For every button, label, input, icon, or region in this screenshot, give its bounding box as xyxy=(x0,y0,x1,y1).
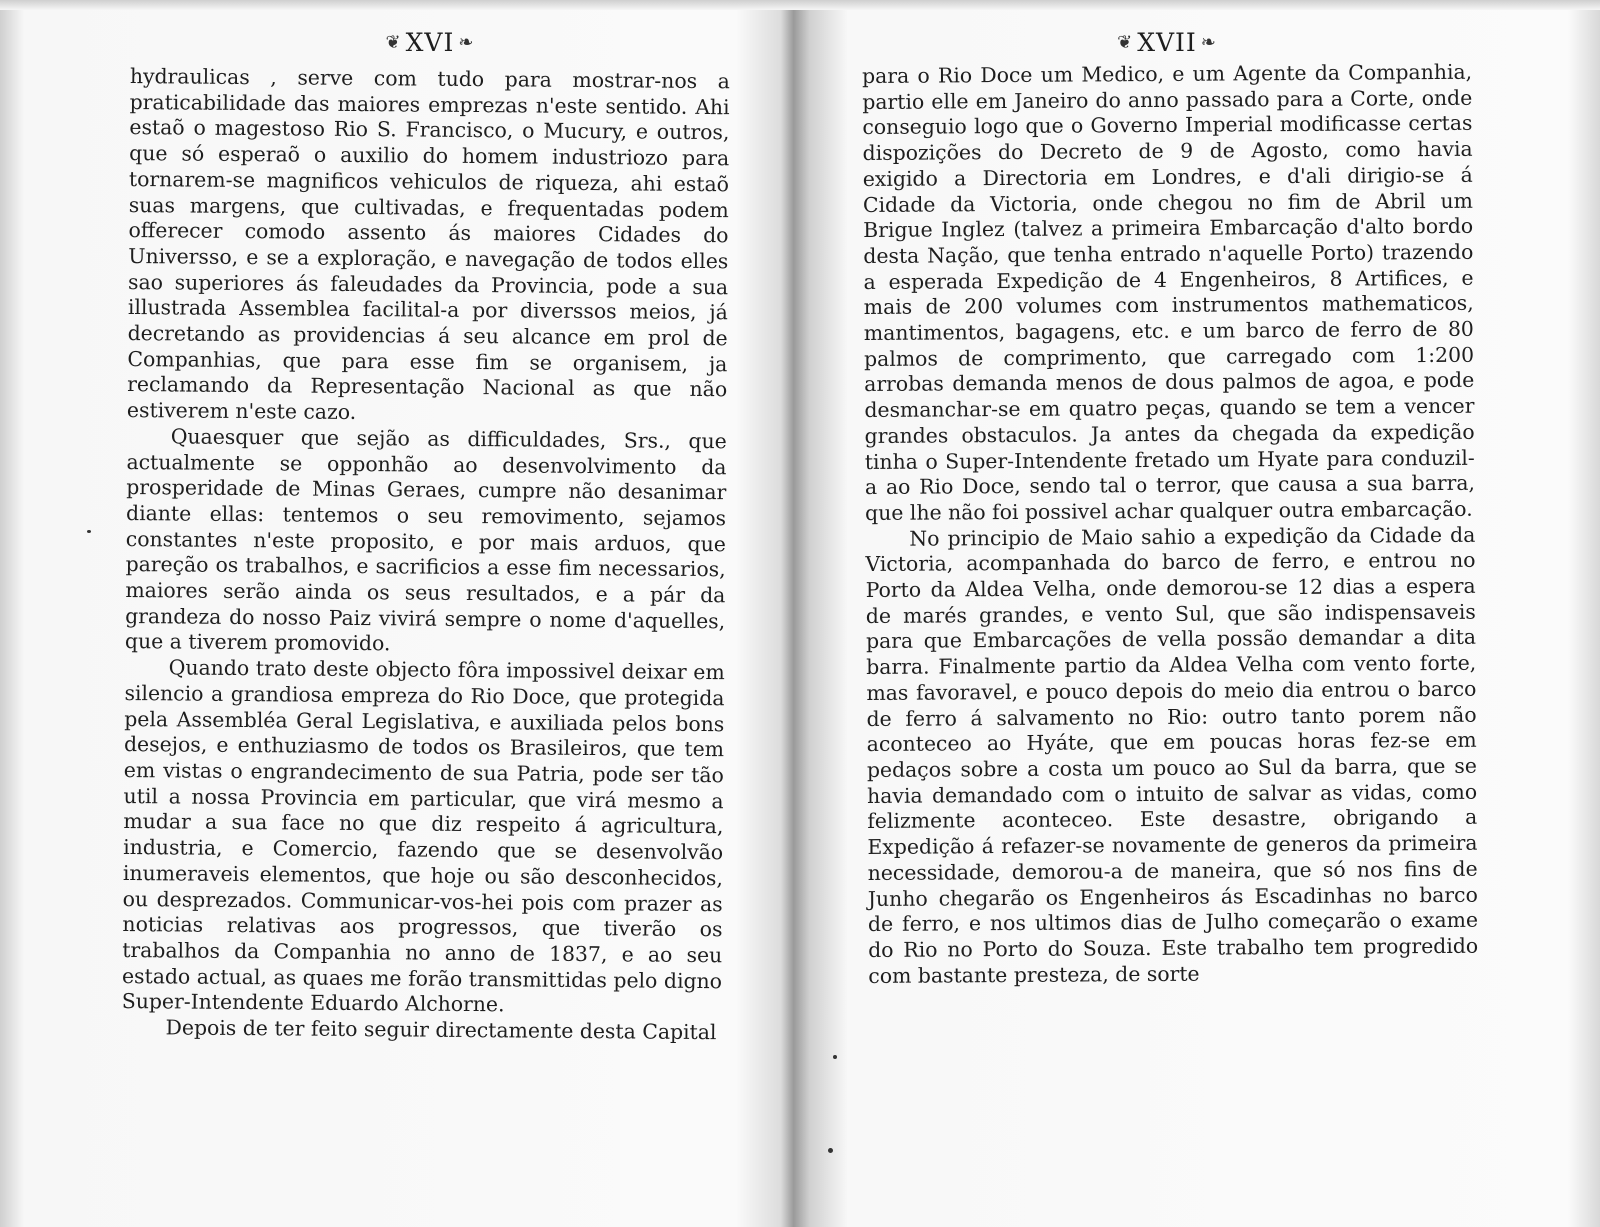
paragraph: para o Rio Doce um Medico, e um Agente da Companhia, partio elle em Janeiro do anno passado para a Corte, onde conseguio logo que o Governo Imperial modificasse certas dispozições do Decreto de 9 de Agosto, como havia exigido a Directoria em Londres, e d'ali dirigio-se á Cidade da Victoria, onde chegou no fim de Abril um Brigue Inglez (talvez a primeira Embarcação d'alto bordo desta Nação, que tenha entrado n'aquelle Porto) trazendo a esperada Expedição de 4 Engenheiros, 8 Artifices, e mais de 200 volumes com instrumentos mathematicos, mantimentos, bagagens, etc. e um barco de ferro de 80 palmos de comprimento, que carregado com 1:200 arrobas demanda menos de dous palmos de agoa, e pode desmanchar-se em quatro peças, quando se tem a vencer grandes obstaculos. Ja antes da chegada da expedição tinha o Super-Intendente fretado um Hyate para conduzil-a ao Rio Doce, sendo tal o terror, que causa a sua barra, que lhe não foi possivel achar qualquer outra embarcação. xyxy=(862,59,1476,525)
paragraph: Quando trato deste objecto fôra impossivel deixar em silencio a grandiosa empreza do Rio Doce, que protegida pela Assembléa Geral Legislativa, e auxiliada pelos bons desejos, e enthuziasmo de todos os Brasileiros, que tem em vistas o engrandecimento de sua Patria, pode ser tão util a nossa Provincia em particular, que virá mesmo a mudar a sua face no que diz respeito á agricultura, industria, e Comercio, fazendo que se desenvolvão inumeraveis elementos, que hoje ou são desconhecidos, ou desprezados. Communicar-vos-hei pois com prazer as noticias relativas aos progressos, que tiverão os trabalhos da Companhia no anno de 1837, e ao seu estado actual, as quaes me forão transmittidas pelo digno Super-Intendente Eduardo Alchorne. xyxy=(121,655,725,1017)
paragraph: hydraulicas , serve com tudo para mostrar-nos a praticabilidade das maiores emprezas n'este sentido. Ahi estaõ o magestoso Rio S. Francisco, o Mucury, e outros, que só esperaõ o auxilio do homem industriozo para tornarem-se magnificos vehiculos de riqueza, ahi estaõ suas margens, que cultivadas, e frequentadas podem offerecer comodo assento ás maiores Cidades do Universso, e se a exploração, e navegação de todos elles sao superiores ás faleudades da Provincia, pode a sua illustrada Assemblea facilital-a por diverssos meios, já decretando as providencias á seu alcance em prol de Companhias, que para esse fim se organisem, ja reclamando da Representação Nacional as que não estiverem n'este cazo. xyxy=(126,64,730,425)
ornament-left-icon: ❦ xyxy=(1117,32,1134,53)
page-edge xyxy=(0,0,1600,10)
ink-speck-icon xyxy=(828,1148,833,1153)
left-page-number: XVI xyxy=(405,28,455,57)
left-page xyxy=(121,26,730,1206)
ornament-left-icon: ❦ xyxy=(385,32,402,53)
paragraph: No principio de Maio sahio a expedição da Cidade da Victoria, acompanhada do barco de ferro, e entrou no Porto da Aldea Velha, onde demorou-se 12 dias a espera de marés grandes, e vento Sul, que são indispensaveis para que Embarcações de vella possão demandar a dita barra. Finalmente partio da Aldea Velha com vento forte, mas favoravel, e pouco depois do meio dia entrou o barco de ferro á salvamento no Rio: outro tanto porem não aconteceo ao Hyáte, que em poucas horas fez-se em pedaços sobre a costa um pouco ao Sul da barra, que se havia demandado com o intuito de salvar as vidas, como felizmente aconteceo. Este desastre, obrigando a Expedição á refazer-se novamente de generos da primeira necessidade, demorou-a de maneira, que só nos fins de Junho chegarão os Engenheiros ás Escadinhas no barco de ferro, e nos ultimos dias de Julho começarão o exame do Rio no Porto do Souza. Este trabalho tem progredido com bastante presteza, de sorte xyxy=(865,522,1479,988)
right-page-header xyxy=(862,26,1472,58)
ornament-right-icon: ❧ xyxy=(1200,32,1217,53)
right-page xyxy=(862,26,1479,1206)
ink-speck-icon xyxy=(833,1055,837,1059)
right-page-number: XVII xyxy=(1137,28,1197,57)
right-page-text xyxy=(862,60,1478,990)
ink-speck-icon xyxy=(87,530,91,533)
left-page-header xyxy=(130,26,730,58)
paragraph: Depois de ter feito seguir directamente desta Capital xyxy=(165,1015,717,1045)
paragraph: Quaesquer que sejão as difficuldades, Srs., que actualmente se opponhão ao desenvolvimento da prosperidade de Minas Geraes, cumpre não desanimar diante ellas: tentemos o seu removimento, sejamos constantes n'este proposito, e por mais arduos, que pareção os trabalhos, e sacrificios a esse fim necessarios, maiores serão ainda os seus resultados, e a pár da grandeza do nosso Paiz vivirá sempre o nome d'aquelles, que a tiverem promovido. xyxy=(124,424,727,656)
left-page-text xyxy=(121,64,730,1046)
ornament-right-icon: ❧ xyxy=(458,32,475,53)
